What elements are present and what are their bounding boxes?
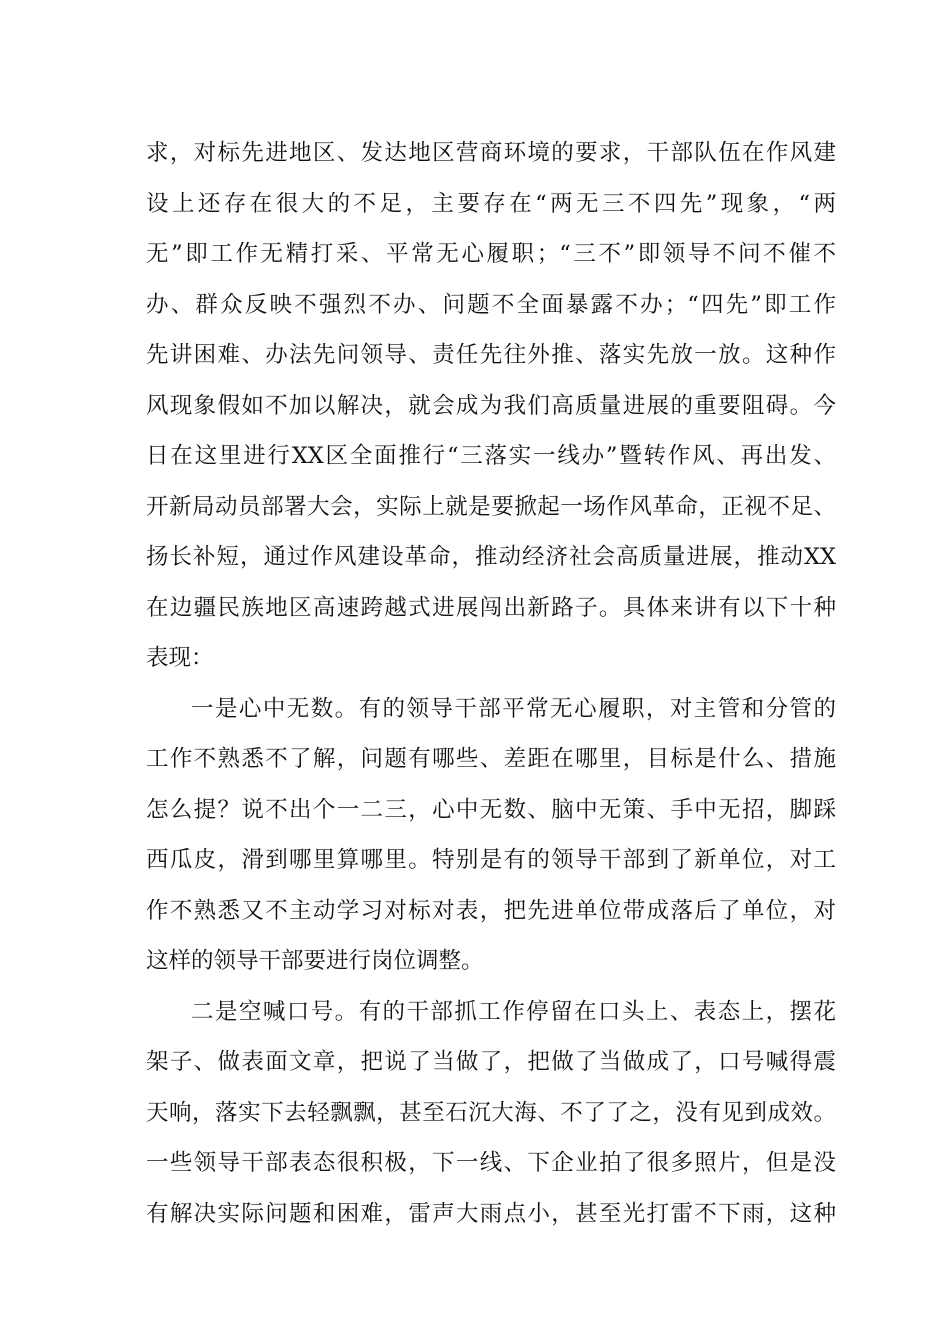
text-line: 办、群众反映不强烈不办、问题不全面暴露不办；“四先”即工作: [146, 291, 836, 318]
text-line: 工作不熟悉不了解，问题有哪些、差距在哪里，目标是什么、措施: [146, 746, 836, 772]
text-line: 扬长补短，通过作风建设革命，推动经济社会高质量进展，推动XX: [146, 544, 836, 570]
text-line: 怎么提？说不出个一二三，心中无数、脑中无策、手中无招，脚踩: [146, 796, 836, 823]
text-line: 有解决实际问题和困难，雷声大雨点小，甚至光打雷不下雨，这种: [146, 1200, 836, 1227]
text-line: 开新局动员部署大会，实际上就是要掀起一场作风革命，正视不足、: [146, 493, 836, 520]
text-line: 求，对标先进地区、发达地区营商环境的要求，干部队伍在作风建: [146, 140, 836, 166]
text-line: 西瓜皮，滑到哪里算哪里。特别是有的领导干部到了新单位，对工: [146, 847, 836, 873]
text-line: 风现象假如不加以解决，就会成为我们高质量进展的重要阻碍。今: [146, 392, 836, 419]
text-line: 设上还存在很大的不足，主要存在“两无三不四先”现象，“两: [146, 190, 836, 217]
document-body: [146, 134, 836, 1245]
paragraph-first-line: 一是心中无数。有的领导干部平常无心履职，对主管和分管的: [191, 695, 836, 722]
paragraph-first-line: 二是空喊口号。有的干部抓工作停留在口头上、表态上，摆花: [191, 998, 836, 1025]
text-line: 一些领导干部表态很积极，下一线、下企业拍了很多照片，但是没: [146, 1150, 836, 1176]
text-line: 这样的领导干部要进行岗位调整。: [146, 948, 484, 974]
text-line: 日在这里进行XX区全面推行“三落实一线办”暨转作风、再出发、: [146, 443, 836, 469]
text-line: 在边疆民族地区高速跨越式进展闯出新路子。具体来讲有以下十种: [146, 594, 836, 621]
text-line: 先讲困难、办法先问领导、责任先往外推、落实先放一放。这种作: [146, 342, 836, 368]
text-line: 表现：: [146, 645, 214, 671]
text-line: 天响，落实下去轻飘飘，甚至石沉大海、不了了之，没有见到成效。: [146, 1099, 836, 1126]
text-line: 架子、做表面文章，把说了当做了，把做了当做成了，口号喊得震: [146, 1049, 836, 1075]
text-line: 无”即工作无精打采、平常无心履职；“三不”即领导不问不催不: [146, 241, 836, 267]
text-line: 作不熟悉又不主动学习对标对表，把先进单位带成落后了单位，对: [146, 897, 836, 924]
